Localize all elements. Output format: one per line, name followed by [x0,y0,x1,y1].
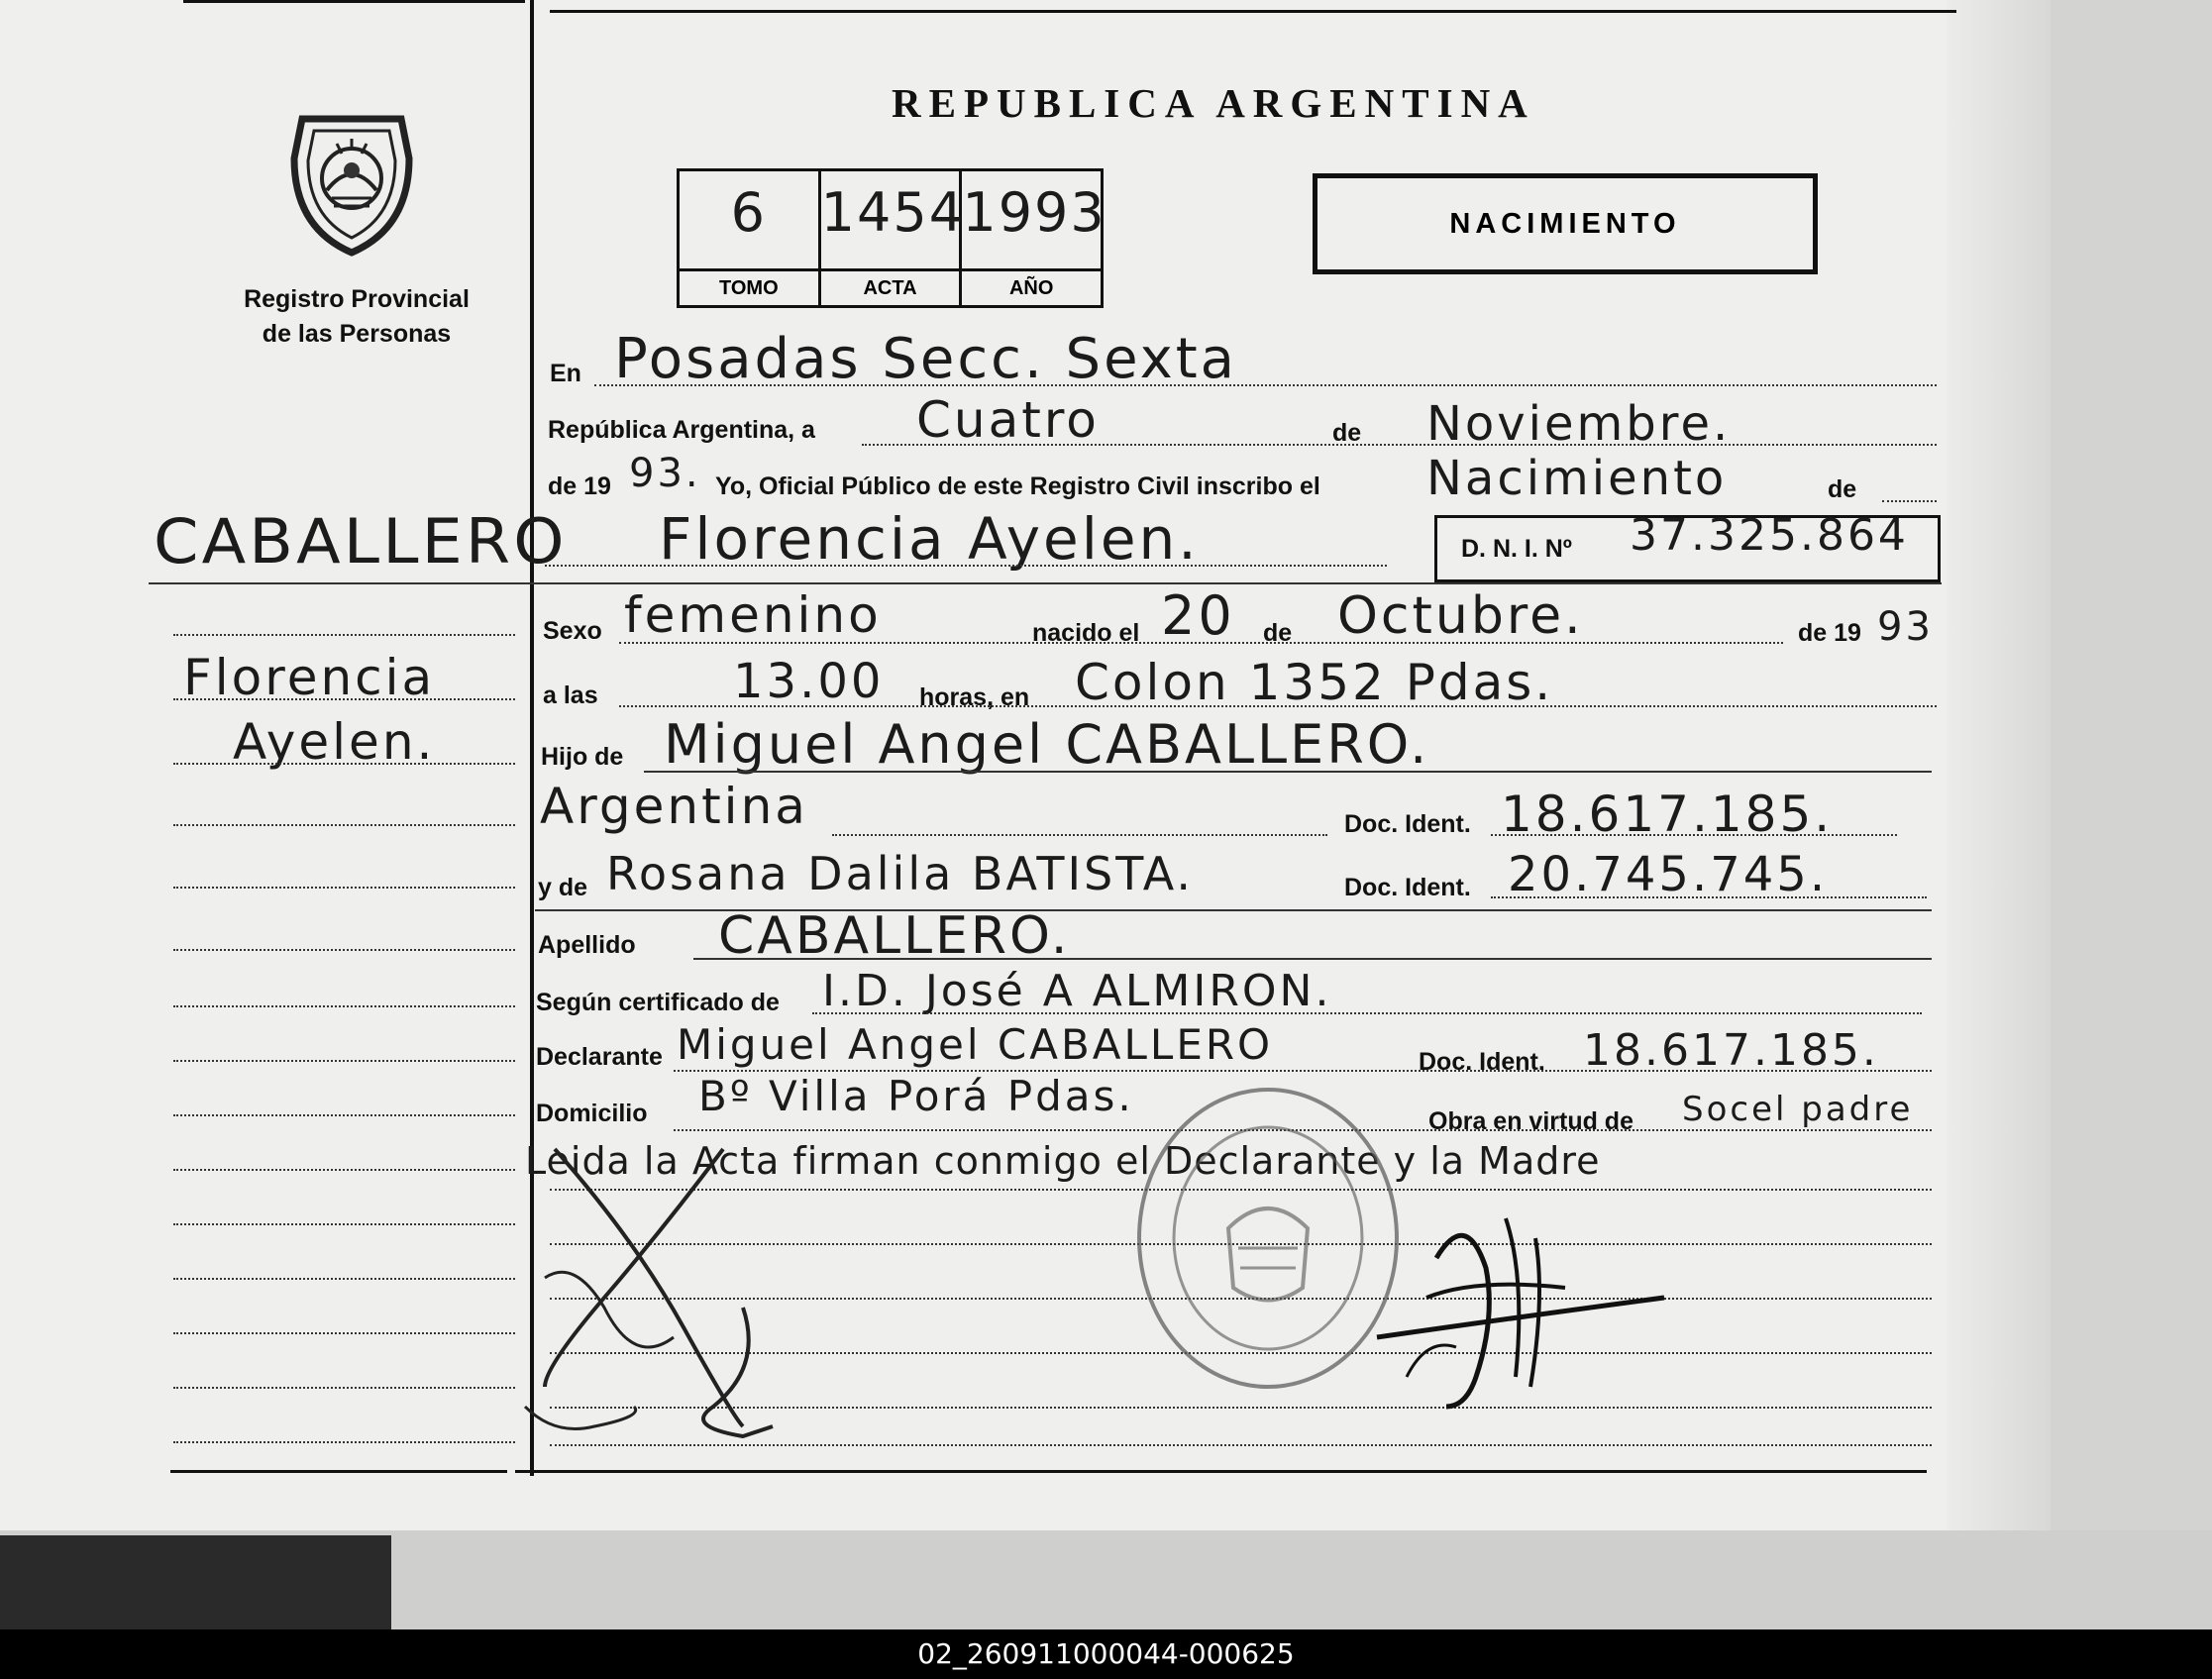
value-lugar-nac: Colon 1352 Pdas. [1075,654,1554,711]
value-anio-nac: 93 [1877,604,1934,650]
value-domicilio: Bº Villa Porá Pdas. [698,1072,1134,1120]
registry-name [198,282,515,352]
form-bottom-rule [515,1470,1927,1473]
value-lugar: Posadas Secc. Sexta [614,327,1237,391]
value-mes-nac: Octubre. [1337,586,1584,646]
label-a-las: a las [543,682,598,709]
margin-line [173,1278,515,1280]
ano-cell [962,171,1106,305]
value-madre-doc: 20.745.745. [1508,847,1829,902]
margin-line [173,1114,515,1116]
field-line [693,958,1932,960]
value-padre-doc: 18.617.185. [1501,786,1834,843]
value-madre: Rosana Dalila BATISTA. [606,847,1195,900]
label-de2: de [1263,619,1293,647]
margin-line [173,698,515,700]
label-dni: D. N. I. Nº [1461,535,1572,563]
ano-value: 1993 [962,181,1106,244]
label-de: de [1332,419,1362,447]
official-stamp [1129,1080,1407,1397]
field-line [644,771,1932,773]
margin-line [173,1332,515,1334]
value-lectura: Leida la Acta firman conmigo el Declarante y la Madre [525,1139,1601,1183]
field-line [545,565,1387,567]
image-caption: 02_260911000044-000625 [0,1629,2212,1679]
value-nombre: Florencia Ayelen. [659,505,1200,573]
value-apellido: CABALLERO. [718,906,1071,966]
value-padre: Miguel Angel CABALLERO. [664,713,1430,776]
top-rule-right [550,10,1956,13]
registry-line-2: de las Personas [262,320,452,348]
margin-line [173,887,515,889]
margin-surname-underline [149,582,515,584]
label-de-end: de [1828,475,1857,503]
value-declarante-doc: 18.617.185. [1583,1025,1879,1076]
field-line [1882,500,1937,502]
margin-line [173,1060,515,1062]
value-obra: Socel padre [1682,1090,1914,1129]
value-dni: 37.325.864 [1630,510,1909,561]
field-line [619,705,1937,707]
document-type-box: NACIMIENTO [1313,173,1818,274]
margin-line [173,949,515,951]
label-domicilio: Domicilio [536,1100,648,1127]
label-de-19: de 19 [548,472,611,500]
label-obra-en-virtud: Obra en virtud de [1428,1107,1633,1135]
label-hijo-de: Hijo de [541,743,624,771]
provincial-seal-logo [282,99,421,258]
label-nacido-el: nacido el [1032,619,1140,647]
value-dia-texto: Cuatro [916,391,1100,449]
margin-line [173,1169,515,1171]
margin-given-name-1: Florencia [183,649,436,706]
field-line [832,834,1327,836]
field-line [594,384,1937,386]
label-doc-ident-declarante: Doc. Ident. [1419,1048,1545,1076]
label-declarante: Declarante [536,1043,663,1071]
acta-cell [820,171,966,305]
registry-line-1: Registro Provincial [244,285,470,313]
label-doc-ident-madre: Doc. Ident. [1344,874,1471,901]
dark-background-area [0,1535,391,1629]
margin-line [173,634,515,636]
label-en: En [550,360,581,387]
official-signature [1367,1179,1684,1426]
label-republica: República Argentina, a [548,416,815,444]
record-number-table [677,168,1104,308]
label-sexo: Sexo [543,617,602,645]
value-acto: Nacimiento [1426,451,1728,506]
field-line [1491,834,1897,836]
label-apellido: Apellido [538,931,636,959]
value-declarante: Miguel Angel CABALLERO [677,1020,1274,1069]
ano-label: AÑO [962,268,1101,305]
background-right [2046,0,2212,1629]
margin-line [173,1387,515,1389]
field-line [619,642,1783,644]
margin-surname: CABALLERO [154,505,568,577]
margin-line [173,824,515,826]
value-sexo: femenino [624,586,882,644]
tomo-cell [680,171,821,305]
label-segun-certificado: Según certificado de [536,989,780,1016]
tomo-value: 6 [730,181,768,244]
margin-line [173,1223,515,1225]
field-line [862,444,1937,446]
value-dia-nac: 20 [1161,584,1235,647]
top-rule-left [183,0,525,3]
label-y-de: y de [538,874,588,901]
margin-given-name-2: Ayelen. [233,713,436,771]
value-nacionalidad: Argentina [540,778,808,835]
margin-line [173,1441,515,1443]
value-certificado: I.D. José A ALMIRON. [822,966,1332,1016]
margin-bottom-rule [170,1470,507,1473]
value-hora: 13.00 [733,654,885,709]
margin-line [173,1005,515,1007]
tomo-label: TOMO [680,268,818,305]
label-de-19-2: de 19 [1798,619,1861,647]
value-mes-texto: Noviembre. [1426,396,1732,452]
field-line [812,1012,1922,1014]
acta-label: ACTA [821,268,960,305]
label-yo-oficial: Yo, Oficial Público de este Registro Civil inscribo el [715,472,1320,500]
label-doc-ident-padre: Doc. Ident. [1344,810,1471,838]
document-title: REPUBLICA ARGENTINA [892,80,1535,126]
value-anio-sufijo: 93. [629,451,701,496]
margin-line [173,763,515,765]
acta-value: 1454 [820,181,966,244]
field-line [1491,896,1927,898]
label-horas-en: horas, en [919,683,1030,711]
page-edge-shadow [1947,0,2051,1530]
declarant-signature [515,1109,792,1466]
